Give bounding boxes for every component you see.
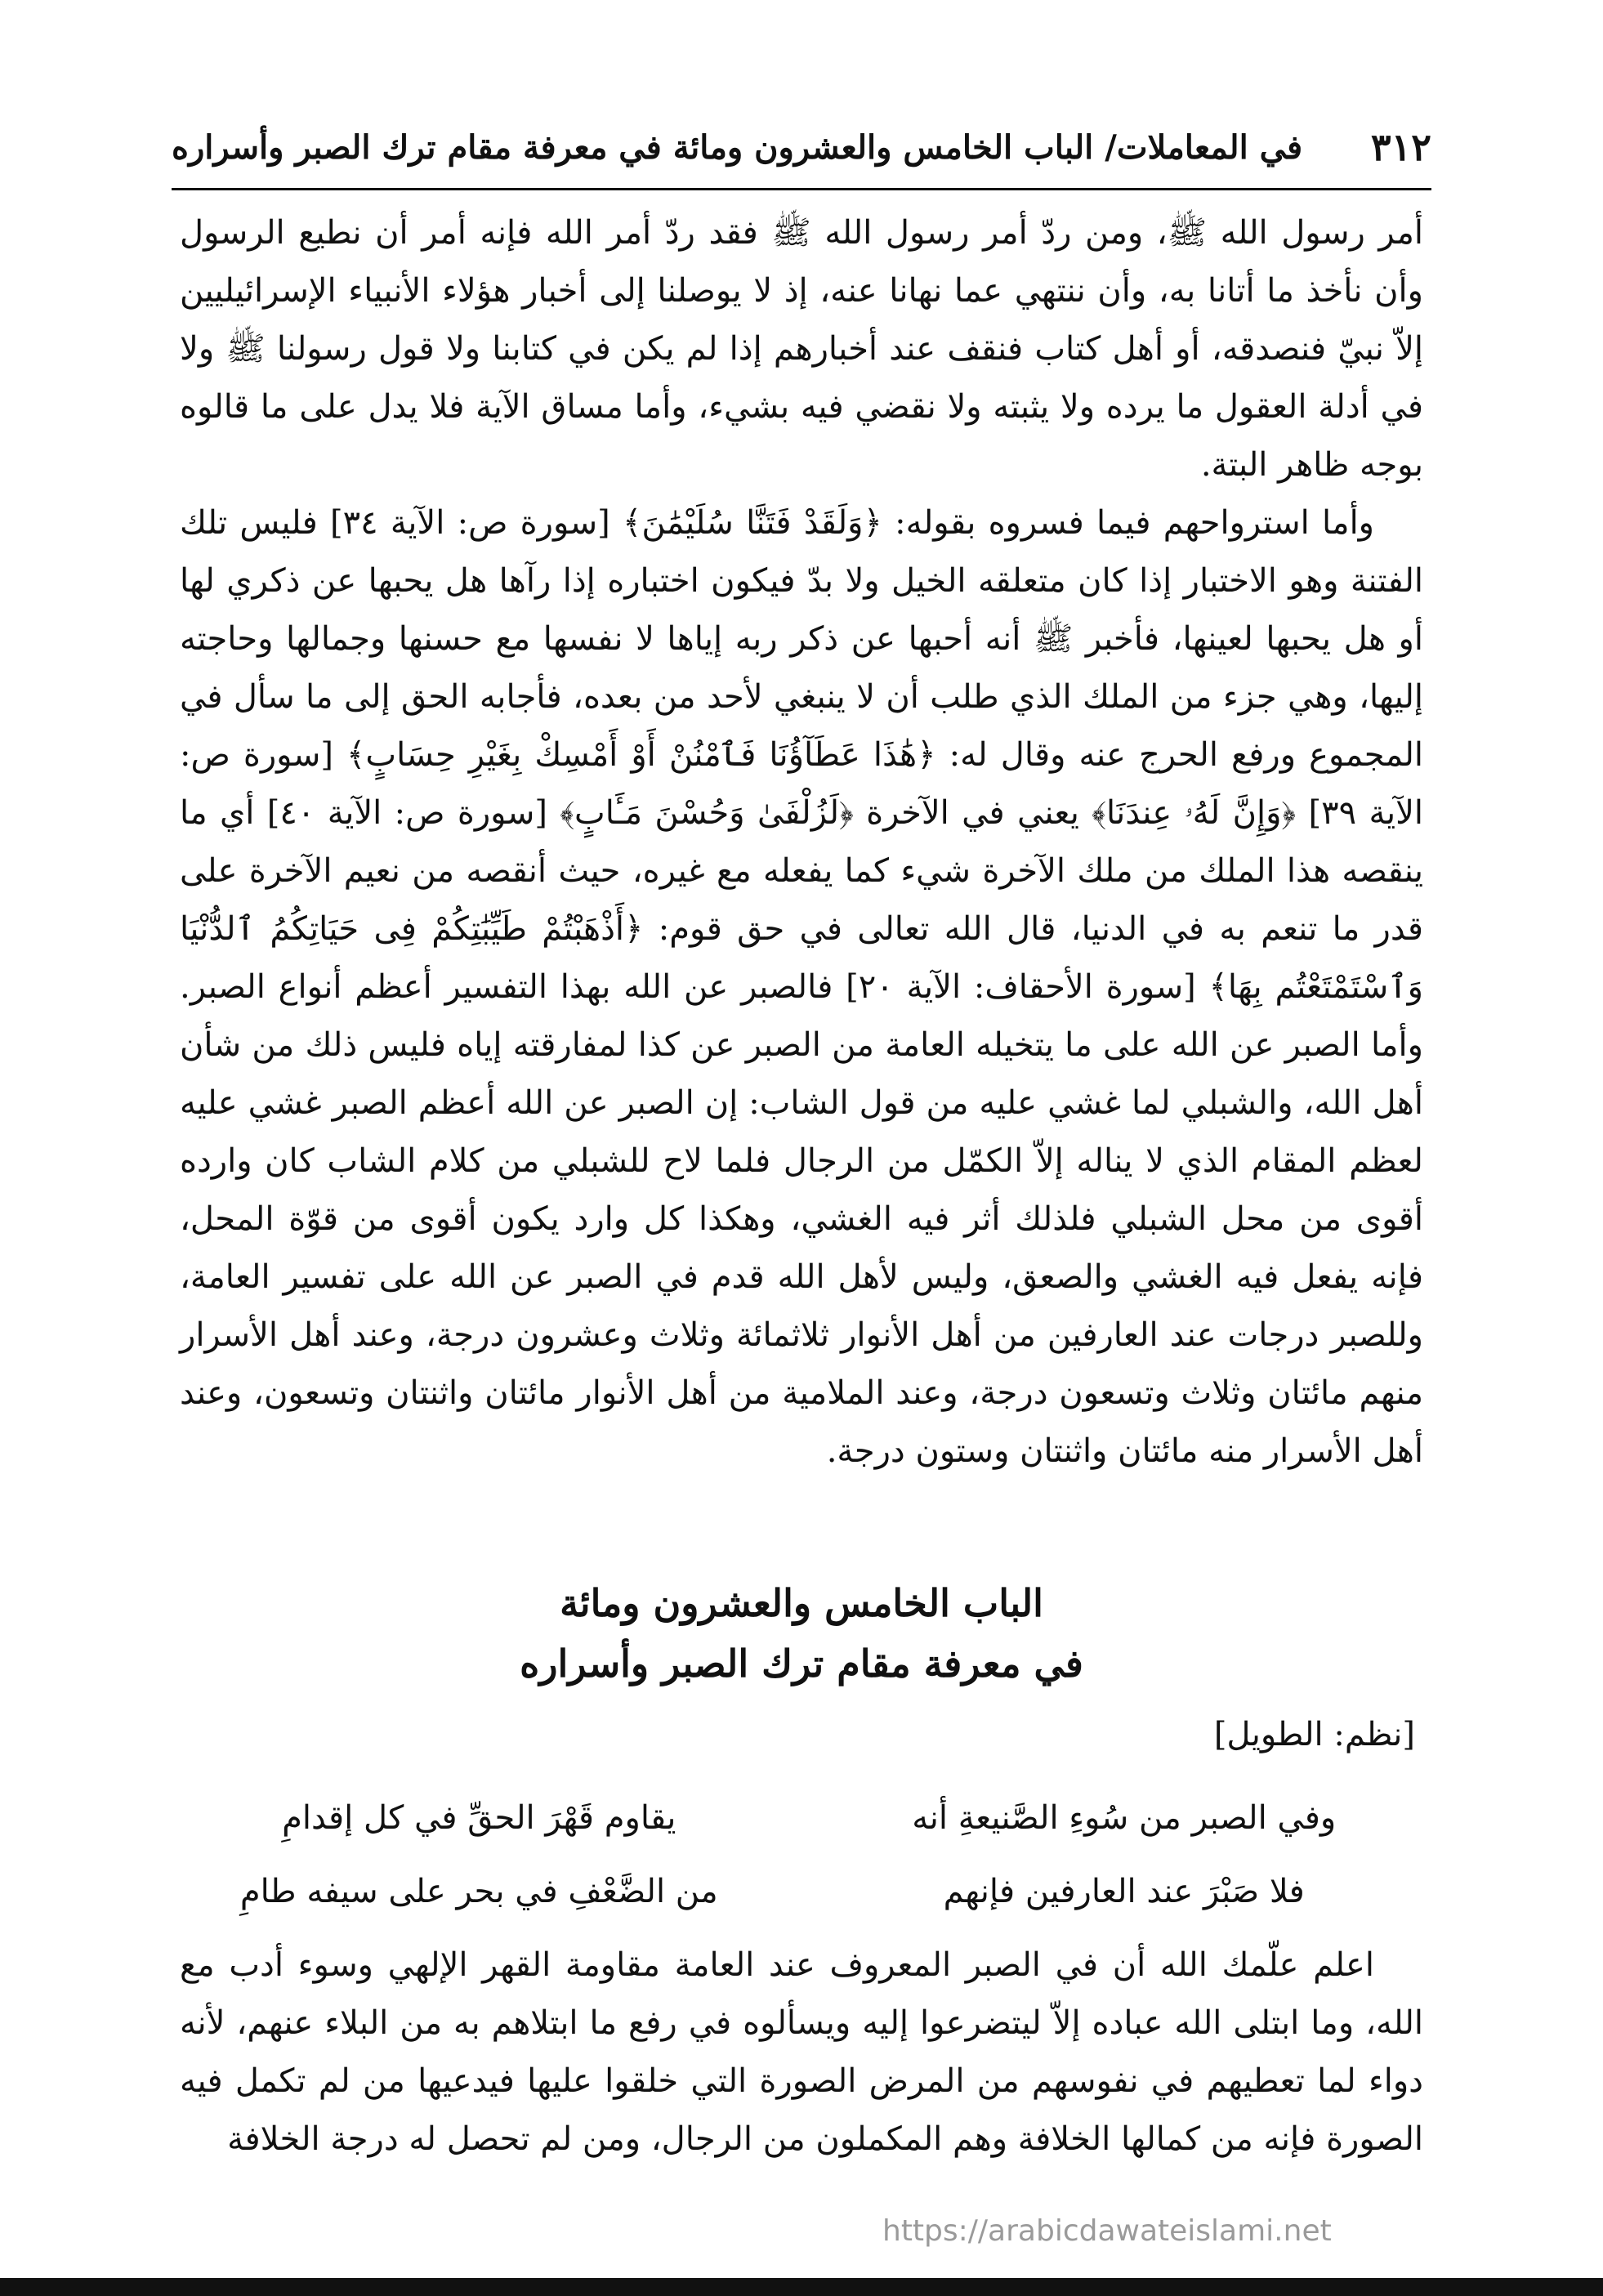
hemistich-second: من الضَّعْفِ في بحر على سيفه طامِ [239, 1873, 718, 1910]
page-header [172, 114, 1431, 190]
hemistich-second: يقاوم قَهْرَ الحقِّ في كل إقدامِ [282, 1799, 676, 1837]
chapter-text [180, 1936, 1423, 2169]
main-text [180, 204, 1423, 1481]
scan-border [0, 2278, 1603, 2296]
paragraph: أمر رسول الله ﷺ، ومن ردّ أمر رسول الله ﷺ فقد ردّ أمر الله فإنه أمر أن نطيع الرسول وأن نأخذ ما أتانا به، وأن ننتهي عما نهانا عنه، إذ لا يوصلنا إلى أخبار هؤلاء الأنبياء الإسرائيليين إلاّ نبيّ فنصدقه، أو أهل كتاب فنقف عند أخبارهم إذا لم يكن في كتابنا ولا قول رسولنا ﷺ ولا في أدلة العقول ما يرده ولا يثبته ولا نقضي فيه بشيء، وأما مساق الآية فلا يدل على ما قالوه بوجه ظاهر البتة. [180, 214, 1424, 484]
hemistich-first: فلا صَبْرَ عند العارفين فإنهم [943, 1873, 1305, 1910]
page-number: ٣١٢ [1370, 125, 1431, 169]
chapter-title-line: في معرفة مقام ترك الصبر وأسراره [520, 1642, 1083, 1686]
chapter-title [180, 1573, 1423, 1694]
watermark-url: https://arabicdawateislami.net [882, 2214, 1332, 2248]
hemistich-first: وفي الصبر من سُوءِ الصَّنيعةِ أنه [912, 1799, 1337, 1837]
paragraph: اعلم علّمك الله أن في الصبر المعروف عند العامة مقاومة القهر الإلهي وسوء أدب مع الله، وما ابتلى الله عباده إلاّ ليتضرعوا إليه ويسألوه في رفع ما ابتلاهم به من البلاء عنهم، لأنه دواء لما تعطيهم في نفوسهم من المرض الصورة التي خلقوا عليها فيدعيها من لم تكمل فيه الصورة فإنه من كمالها الخلافة وهم المكملون من الرجال، ومن لم تحصل له درجة الخلافة [180, 1946, 1423, 2158]
poem-meter-label: [نظم: الطويل] [1213, 1716, 1415, 1753]
poem-verse [204, 1855, 1399, 1928]
poem [204, 1781, 1399, 1928]
poem-verse [204, 1781, 1399, 1855]
running-title: في المعاملات/ الباب الخامس والعشرون ومائة في معرفة مقام ترك الصبر وأسراره [172, 127, 1303, 167]
chapter-title-line: الباب الخامس والعشرون ومائة [560, 1581, 1043, 1625]
paragraph: وأما استرواحهم فيما فسروه بقوله: ﴿وَلَقَدْ فَتَنَّا سُلَيْمَٰنَ﴾ [سورة ص: الآية ٣٤] فليس تلك الفتنة وهو الاختبار إذا كان متعلقه الخيل ولا بدّ فيكون اختباره إذا رآها هل يحبها عن ذكري لها أو هل يحبها لعينها، فأخبر ﷺ أنه أحبها عن ذكر ربه إياها لا نفسها مع حسنها وجمالها وحاجته إليها، وهي جزء من الملك الذي طلب أن لا ينبغي لأحد من بعده، فأجابه الحق إلى ما سأل في المجموع ورفع الحرج عنه وقال له: ﴿هَٰذَا عَطَآؤُنَا فَٱمْنُنْ أَوْ أَمْسِكْ بِغَيْرِ حِسَابٍ﴾ [سورة ص: الآية ٣٩] ﴿وَإِنَّ لَهُۥ عِندَنَا﴾ يعني في الآخرة ﴿لَزُلْفَىٰ وَحُسْنَ مَـَٔابٍ﴾ [سورة ص: الآية ٤٠] أي ما ينقصه هذا الملك من ملك الآخرة شيء كما يفعله مع غيره، حيث أنقصه من نعيم الآخرة على قدر ما تنعم به في الدنيا، قال الله تعالى في حق قوم: ﴿أَذْهَبْتُمْ طَيِّبَٰتِكُمْ فِى حَيَاتِكُمُ ٱلدُّنْيَا وَٱسْتَمْتَعْتُم بِهَا﴾ [سورة الأحقاف: الآية ٢٠] فالصبر عن الله بهذا التفسير أعظم أنواع الصبر. وأما الصبر عن الله على ما يتخيله العامة من الصبر عن كذا لمفارقته إياه فليس ذلك من شأن أهل الله، والشبلي لما غشي عليه من قول الشاب: إن الصبر عن الله أعظم الصبر غشي عليه لعظم المقام الذي لا يناله إلاّ الكمّل من الرجال فلما لاح للشبلي من كلام الشاب كان وارده أقوى من محل الشبلي فلذلك أثر فيه الغشي، وهكذا كل وارد يكون أقوى من قوّة المحل، فإنه يفعل فيه الغشي والصعق، وليس لأهل الله قدم في الصبر عن الله على تفسير العامة، وللصبر درجات عند العارفين من أهل الأنوار ثلاثمائة وثلاث وعشرون درجة، وعند أهل الأسرار منهم مائتان وثلاث وتسعون درجة، وعند الملامية من أهل الأنوار مائتان واثنتان وتسعون، وعند أهل الأسرار منه مائتان واثنتان وستون درجة. [180, 504, 1424, 1470]
